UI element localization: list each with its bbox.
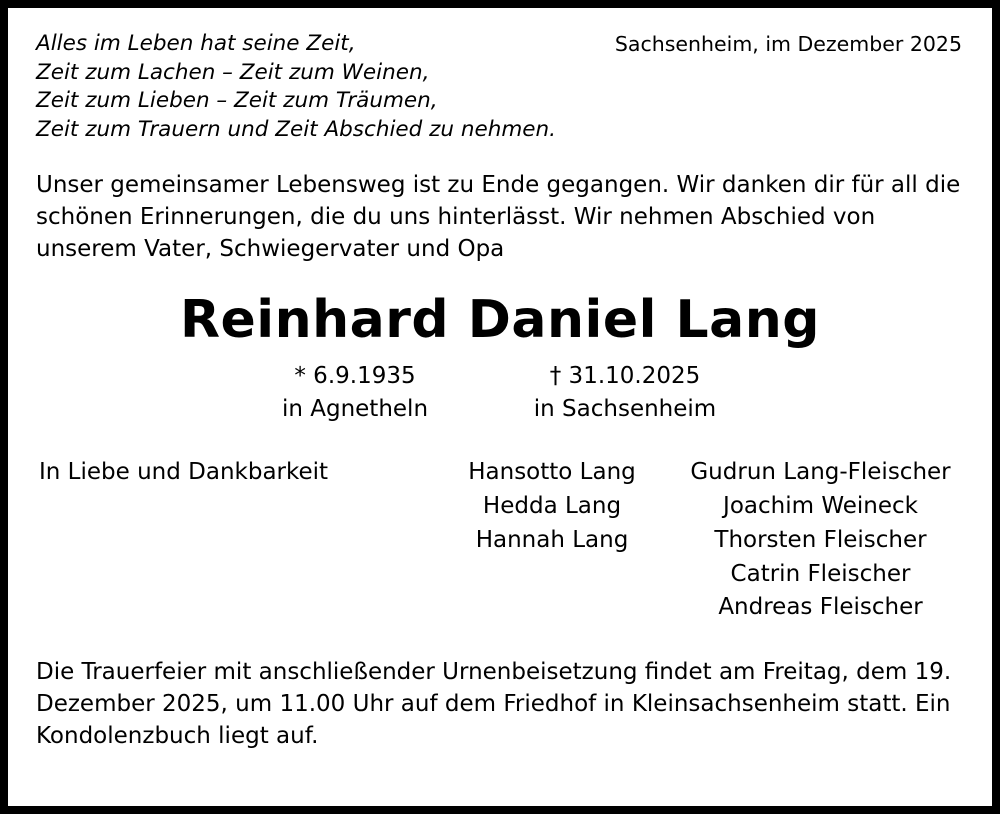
poem-block xyxy=(36,30,556,144)
life-dates xyxy=(36,360,964,427)
family-member: Catrin Fleischer xyxy=(730,560,911,587)
family-member: Joachim Weineck xyxy=(723,493,918,520)
deceased-name: Reinhard Daniel Lang xyxy=(180,289,820,350)
family-member: Hannah Lang xyxy=(475,526,629,553)
poem-line-2: Zeit zum Lachen – Zeit zum Weinen, xyxy=(36,59,430,85)
family-member: Gudrun Lang-Fleischer xyxy=(690,459,951,486)
closing-paragraph: Die Trauerfeier mit anschließender Urnenbeisetzung findet am Freitag, dem 19. Dezember 2025, um 11.00 Uhr auf dem Friedhof in Kleinsachsenheim statt. Ein Kondolenzbuch liegt auf. xyxy=(36,659,952,749)
header-row xyxy=(36,30,964,144)
poem-line-4: Zeit zum Trauern und Zeit Abschied zu nehmen. xyxy=(36,116,556,142)
family-intro: In Liebe und Dankbarkeit xyxy=(39,459,329,486)
birth-block xyxy=(230,360,480,427)
family-block xyxy=(36,456,964,625)
family-column-1 xyxy=(427,456,677,625)
death-block xyxy=(480,360,770,427)
family-column-2 xyxy=(677,456,964,625)
death-date: † 31.10.2025 xyxy=(549,362,701,389)
birth-date: * 6.9.1935 xyxy=(294,362,416,389)
birth-place: in Agnetheln xyxy=(281,395,429,422)
family-member: Hansotto Lang xyxy=(468,459,636,486)
place-and-date: Sachsenheim, im Dezember 2025 xyxy=(614,32,962,56)
poem-line-1: Alles im Leben hat seine Zeit, xyxy=(36,31,356,56)
death-place: in Sachsenheim xyxy=(533,395,717,422)
poem-line-3: Zeit zum Lieben – Zeit zum Träumen, xyxy=(36,88,438,114)
family-member: Hedda Lang xyxy=(482,493,622,520)
intro-paragraph: Unser gemeinsamer Lebensweg ist zu Ende gegangen. Wir danken dir für all die schönen Erinnerungen, die du uns hinterlässt. Wir nehmen Abschied von unserem Vater, Schwiegervater und Opa xyxy=(36,172,961,262)
family-member: Andreas Fleischer xyxy=(718,594,923,621)
family-member: Thorsten Fleischer xyxy=(714,526,927,553)
